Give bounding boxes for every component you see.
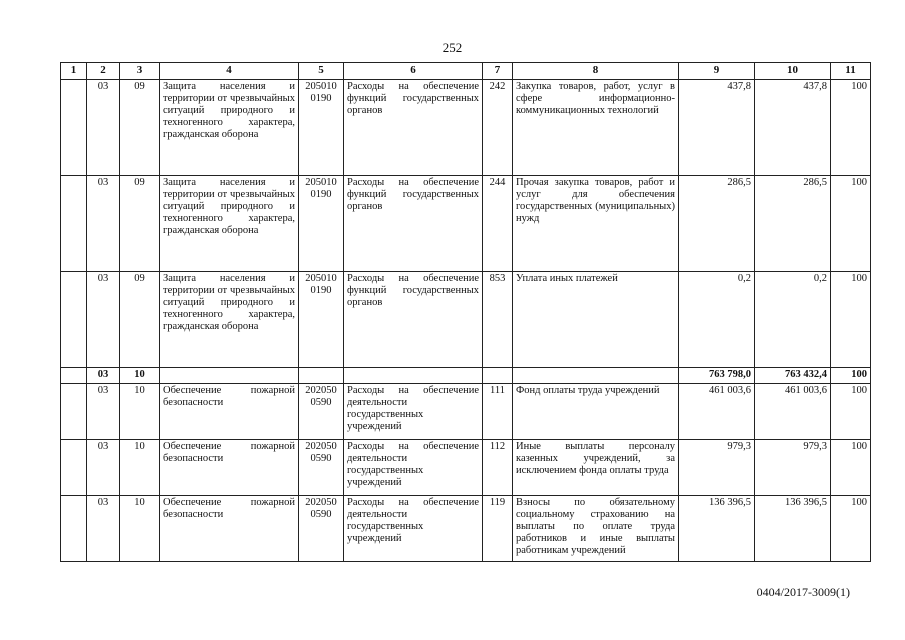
cell-executed: 979,3: [755, 440, 831, 496]
cell-expense-type: 242: [483, 80, 513, 176]
cell-expense-type: 119: [483, 496, 513, 562]
cell-planned-total: 763 798,0: [679, 368, 755, 384]
cell-col1: [61, 176, 87, 272]
cell-subsection: 09: [120, 176, 160, 272]
cell-target-name: Расходы на обеспечение деятельности государственных учреждений: [344, 440, 483, 496]
col-header-7: 7: [483, 63, 513, 80]
col-header-2: 2: [87, 63, 120, 80]
cell-col1: [61, 440, 87, 496]
cell-executed: 437,8: [755, 80, 831, 176]
cell-percent: 100: [831, 80, 871, 176]
cell-executed: 286,5: [755, 176, 831, 272]
table-row: [61, 272, 871, 368]
cell-subsection-name: Защита населения и территории от чрезвычайных ситуаций природного и техногенного характера, гражданская оборона: [160, 80, 299, 176]
cell-expense-type: [483, 368, 513, 384]
cell-target-name: Расходы на обеспечение функций государственных органов: [344, 176, 483, 272]
col-header-3: 3: [120, 63, 160, 80]
cell-expense-name: Закупка товаров, работ, услуг в сфере информационно-коммуникационных технологий: [513, 80, 679, 176]
cell-expense-name: [513, 368, 679, 384]
cell-expense-name: Взносы по обязательному социальному страхованию на выплаты по оплате труда работников и иные выплаты работникам учреждений: [513, 496, 679, 562]
cell-expense-name: Фонд оплаты труда учреждений: [513, 384, 679, 440]
col-header-10: 10: [755, 63, 831, 80]
cell-col1: [61, 368, 87, 384]
cell-subsection: 10: [120, 368, 160, 384]
header-row: [61, 63, 871, 80]
col-header-1: 1: [61, 63, 87, 80]
cell-subsection-name: Обеспечение пожарной безопасности: [160, 496, 299, 562]
table-row: [61, 496, 871, 562]
table-row: [61, 80, 871, 176]
cell-target-code: 202050 0590: [299, 384, 344, 440]
cell-target-name: Расходы на обеспечение деятельности государственных учреждений: [344, 384, 483, 440]
cell-subsection: 09: [120, 272, 160, 368]
col-header-11: 11: [831, 63, 871, 80]
page-number: 252: [442, 40, 463, 55]
col-header-5: 5: [299, 63, 344, 80]
cell-expense-name: Уплата иных платежей: [513, 272, 679, 368]
budget-table: [60, 62, 871, 562]
cell-percent: 100: [831, 272, 871, 368]
cell-planned: 136 396,5: [679, 496, 755, 562]
cell-target-code: 205010 0190: [299, 272, 344, 368]
cell-expense-type: 244: [483, 176, 513, 272]
col-header-4: 4: [160, 63, 299, 80]
cell-planned: 437,8: [679, 80, 755, 176]
col-header-6: 6: [344, 63, 483, 80]
cell-percent: 100: [831, 176, 871, 272]
cell-percent: 100: [831, 440, 871, 496]
cell-target-name: [344, 368, 483, 384]
cell-target-name: Расходы на обеспечение функций государственных органов: [344, 272, 483, 368]
table-row: [61, 384, 871, 440]
cell-executed: 461 003,6: [755, 384, 831, 440]
cell-subsection: 09: [120, 80, 160, 176]
cell-target-name: Расходы на обеспечение деятельности государственных учреждений: [344, 496, 483, 562]
cell-section: 03: [87, 384, 120, 440]
cell-target-name: Расходы на обеспечение функций государственных органов: [344, 80, 483, 176]
cell-expense-type: 853: [483, 272, 513, 368]
cell-planned: 286,5: [679, 176, 755, 272]
cell-percent: 100: [831, 384, 871, 440]
cell-target-code: 205010 0190: [299, 176, 344, 272]
cell-subsection: 10: [120, 440, 160, 496]
cell-subsection: 10: [120, 496, 160, 562]
cell-subsection-name: Обеспечение пожарной безопасности: [160, 440, 299, 496]
cell-percent: 100: [831, 496, 871, 562]
cell-executed-total: 763 432,4: [755, 368, 831, 384]
cell-planned: 0,2: [679, 272, 755, 368]
cell-section: 03: [87, 496, 120, 562]
cell-subsection-name: Защита населения и территории от чрезвычайных ситуаций природного и техногенного характера, гражданская оборона: [160, 176, 299, 272]
cell-col1: [61, 496, 87, 562]
cell-target-code: [299, 368, 344, 384]
cell-expense-name: Прочая закупка товаров, работ и услуг для обеспечения государственных (муниципальных) нужд: [513, 176, 679, 272]
cell-section: 03: [87, 176, 120, 272]
cell-section: 03: [87, 440, 120, 496]
cell-col1: [61, 80, 87, 176]
cell-col1: [61, 272, 87, 368]
cell-expense-type: 111: [483, 384, 513, 440]
col-header-9: 9: [679, 63, 755, 80]
cell-section: 03: [87, 368, 120, 384]
cell-target-code: 202050 0590: [299, 440, 344, 496]
cell-section: 03: [87, 80, 120, 176]
cell-expense-name: Иные выплаты персоналу казенных учреждений, за исключением фонда оплаты труда: [513, 440, 679, 496]
subsection-total-row: [61, 368, 871, 384]
table-row: [61, 440, 871, 496]
cell-target-code: 205010 0190: [299, 80, 344, 176]
cell-executed: 0,2: [755, 272, 831, 368]
cell-target-code: 202050 0590: [299, 496, 344, 562]
cell-col1: [61, 384, 87, 440]
cell-subsection-name: Обеспечение пожарной безопасности: [160, 384, 299, 440]
cell-percent-total: 100: [831, 368, 871, 384]
cell-section: 03: [87, 272, 120, 368]
cell-subsection: 10: [120, 384, 160, 440]
cell-planned: 461 003,6: [679, 384, 755, 440]
document-code: 0404/2017-3009(1): [756, 585, 850, 599]
cell-planned: 979,3: [679, 440, 755, 496]
cell-subsection-name: Защита населения и территории от чрезвычайных ситуаций природного и техногенного характера, гражданская оборона: [160, 272, 299, 368]
cell-expense-type: 112: [483, 440, 513, 496]
table-row: [61, 176, 871, 272]
col-header-8: 8: [513, 63, 679, 80]
cell-subsection-name: [160, 368, 299, 384]
cell-executed: 136 396,5: [755, 496, 831, 562]
